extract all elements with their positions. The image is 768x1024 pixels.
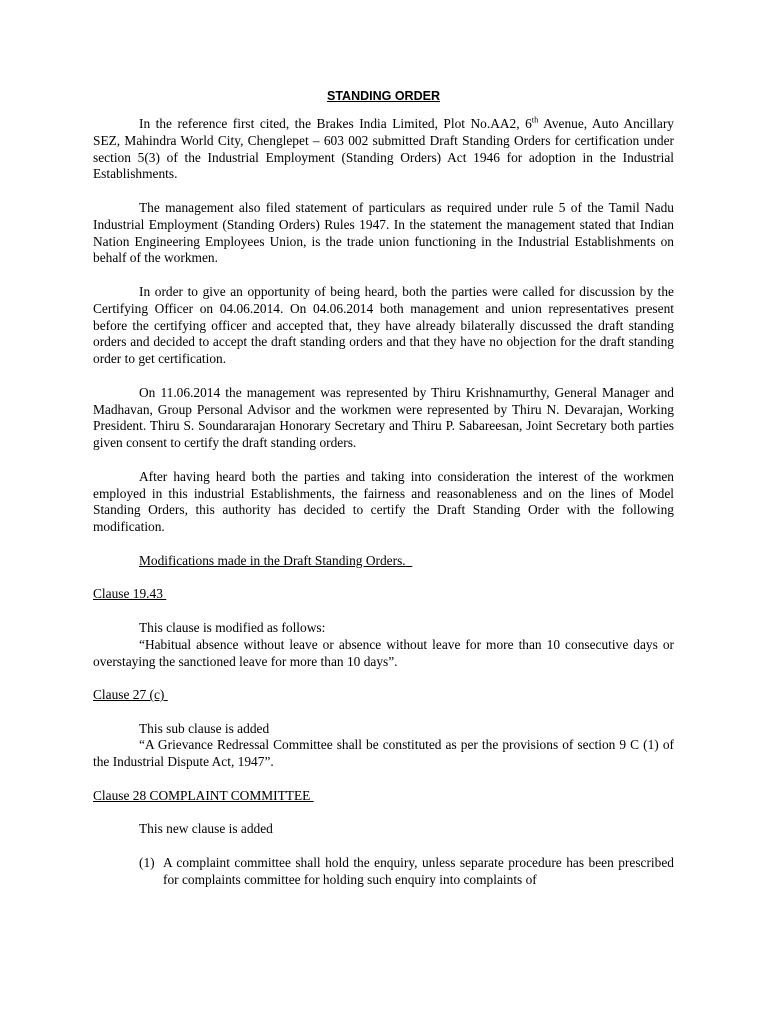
clause-heading-19-43: Clause 19.43 — [93, 586, 163, 602]
modifications-heading: Modifications made in the Draft Standing Orders. — [139, 552, 406, 568]
paragraph-4: On 11.06.2014 the management was represented by Thiru Krishnamurthy, General Manager and Madhavan, Group Personal Advisor and the workmen were represented by Thiru N. Devarajan, Working President. Thiru S. Soundararajan Honorary Secretary and Thiru P. Sabareesan, Joint Secretary both parties given consent to certify the draft standing orders. — [93, 384, 674, 451]
paragraph-3: In order to give an opportunity of being heard, both the parties were called for discussion by the Certifying Officer on 04.06.2014. On 04.06.2014 both management and union representatives present before the certifying officer and accepted that, they have already bilaterally discussed the draft standing orders and decided to accept the draft standing orders and that they have no objection for the draft standing order to get certification. — [93, 283, 674, 367]
clause-body-27-c — [93, 721, 674, 771]
clause-intro: This new clause is added — [139, 821, 273, 837]
list-text: A complaint committee shall hold the enquiry, unless separate procedure has been prescribed for complaints committee for holding such enquiry into complaints of — [163, 855, 674, 887]
paragraph-2: The management also filed statement of particulars as required under rule 5 of the Tamil Nadu Industrial Employment (Standing Orders) Rules 1947. In the statement the management stated that Indian Nation Engineering Employees Union, is the trade union functioning in the Industrial Establishments on behalf of the workmen. — [93, 199, 674, 266]
clause-heading-28: Clause 28 COMPLAINT COMMITTEE — [93, 787, 311, 803]
list-item — [93, 855, 674, 889]
document-page — [93, 88, 674, 889]
clause-quote: “A Grievance Redressal Committee shall be constituted as per the provisions of section 9 C (1) of the Industrial Dispute Act, 1947”. — [93, 737, 674, 770]
clause-heading-27-c: Clause 27 (c) — [93, 687, 165, 703]
clause-body-28 — [93, 821, 674, 838]
list-number: (1) — [139, 855, 155, 871]
paragraph-5: After having heard both the parties and taking into consideration the interest of the workmen employed in this industrial Establishments, the fairness and reasonableness and on the lines of Model Standing Orders, this authority has decided to certify the Draft Standing Order with the following modification. — [93, 468, 674, 535]
clause-body-19-43 — [93, 620, 674, 670]
superscript-th: th — [531, 114, 539, 125]
paragraph-1: In the reference first cited, the Brakes India Limited, Plot No.AA2, 6th Avenue, Auto Ancillary SEZ, Mahindra World City, Chenglepet – 603 002 submitted Draft Standing Orders for certification under section 5(3) of the Industrial Employment (Standing Orders) Act 1946 for adoption in the Industrial Establishments. — [93, 114, 674, 182]
document-title: STANDING ORDER — [327, 89, 440, 103]
clause-quote: “Habitual absence without leave or absence without leave for more than 10 consecutive days or overstaying the sanctioned leave for more than 10 days”. — [93, 636, 674, 669]
clause-intro: This clause is modified as follows: — [139, 619, 326, 635]
clause-intro: This sub clause is added — [139, 720, 270, 736]
